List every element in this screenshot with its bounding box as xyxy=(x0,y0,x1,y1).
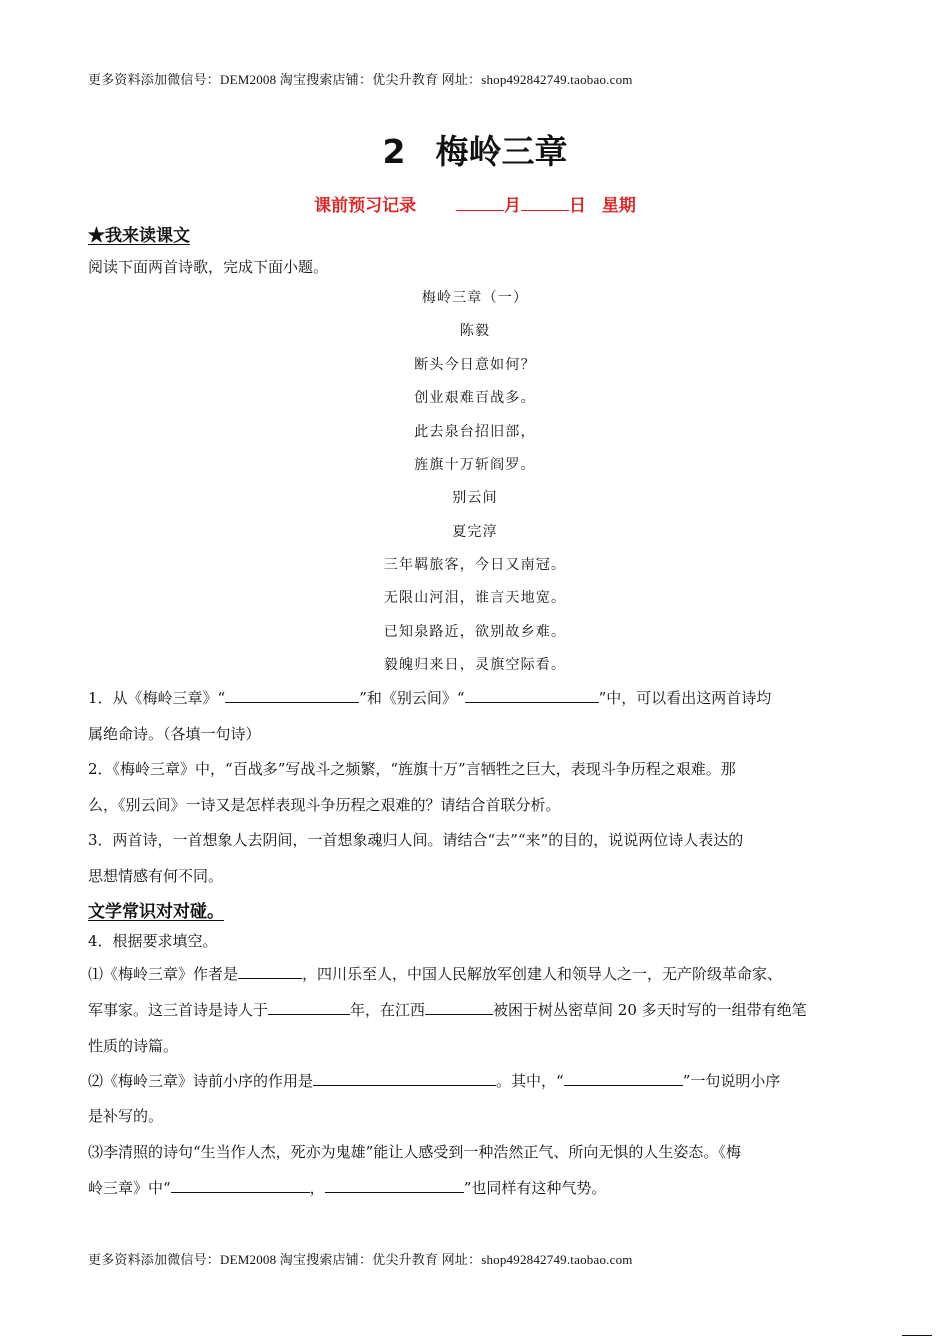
page-title xyxy=(0,126,950,173)
question-3: 3．两首诗，一首想象人去阴间，一首想象魂归人间。请结合“去”“来”的目的，说说两位诗人表达的 xyxy=(88,831,744,849)
day-label: 日 xyxy=(569,196,586,216)
section-heading-read: ★我来读课文 xyxy=(88,226,190,246)
poem-line: 已知泉路近，欲别故乡难。 xyxy=(383,624,567,640)
month-blank[interactable] xyxy=(456,194,504,211)
answer-blank[interactable] xyxy=(425,1000,493,1015)
weekday-label: 星期 xyxy=(601,196,636,216)
poem1-author: 陈毅 xyxy=(459,323,491,339)
poem2-title: 别云间 xyxy=(452,490,498,506)
answer-blank[interactable] xyxy=(325,1178,464,1193)
question-4-3: ⑶李清照的诗句“生当作人杰，死亦为鬼雄”能让人感受到一种浩然正气、所向无惧的人生姿态。《梅 xyxy=(88,1143,741,1161)
answer-blank[interactable] xyxy=(225,688,359,703)
poem2-author: 夏完淳 xyxy=(452,524,498,540)
answer-blank[interactable] xyxy=(268,1000,350,1015)
month-label: 月 xyxy=(504,196,521,216)
header-banner: 更多资料添加微信号：DEM2008 淘宝搜索店铺：优尖升教育 网址：shop492842749.taobao.com xyxy=(88,72,633,87)
preview-record xyxy=(0,191,950,216)
page-corner-mark xyxy=(902,1335,932,1336)
answer-blank[interactable] xyxy=(238,964,302,979)
question-2-cont: 么，《别云间》一诗又是怎样表现斗争历程之艰难的？请结合首联分析。 xyxy=(88,796,561,814)
poem-line: 三年羁旅客，今日又南冠。 xyxy=(383,557,567,573)
poem-line: 旌旗十万斩阎罗。 xyxy=(414,457,536,473)
question-1: 1．从《梅岭三章》“ ”和《别云间》“ ”中，可以看出这两首诗均 xyxy=(88,689,772,707)
poem-line: 此去泉台招旧部， xyxy=(414,424,536,440)
question-2: 2．《梅岭三章》中，“百战多”写战斗之频繁，“旌旗十万”言牺牲之巨大，表现斗争历程之艰难。那 xyxy=(88,760,736,778)
poem-line: 无限山河泪，谁言天地宽。 xyxy=(383,590,567,606)
day-blank[interactable] xyxy=(521,194,569,211)
preview-label: 课前预习记录 xyxy=(314,196,417,216)
answer-blank[interactable] xyxy=(313,1071,496,1086)
question-4-2-cont: 是补写的。 xyxy=(88,1107,164,1125)
footer-banner: 更多资料添加微信号：DEM2008 淘宝搜索店铺：优尖升教育 网址：shop492842749.taobao.com xyxy=(88,1252,633,1267)
poem1-title: 梅岭三章（一） xyxy=(421,290,529,306)
answer-blank[interactable] xyxy=(465,688,599,703)
answer-blank[interactable] xyxy=(171,1178,310,1193)
section-heading-literature: 文学常识对对碰。 xyxy=(88,902,224,922)
question-4-1: ⑴《梅岭三章》作者是 ，四川乐至人，中国人民解放军创建人和领导人之一，无产阶级革命家、 xyxy=(88,965,783,983)
question-3-cont: 思想情感有何不同。 xyxy=(88,867,224,885)
question-4-2: ⑵《梅岭三章》诗前小序的作用是 。其中，“ ”一句说明小序 xyxy=(88,1072,781,1090)
question-4-intro: 4．根据要求填空。 xyxy=(88,932,218,950)
question-1-cont: 属绝命诗。（各填一句诗） xyxy=(88,725,261,743)
poem-line: 断头今日意如何？ xyxy=(414,357,536,373)
reading-intro: 阅读下面两首诗歌，完成下面小题。 xyxy=(88,258,329,276)
question-4-3-cont: 岭三章》中“ ， ”也同样有这种气势。 xyxy=(88,1179,607,1197)
poem-line: 毅魄归来日，灵旗空际看。 xyxy=(383,657,567,673)
lesson-number: 2 xyxy=(382,132,406,171)
lesson-title: 梅岭三章 xyxy=(435,132,568,171)
question-4-1-end: 性质的诗篇。 xyxy=(88,1037,179,1055)
answer-blank[interactable] xyxy=(564,1071,683,1086)
poem-line: 创业艰难百战多。 xyxy=(414,390,536,406)
question-4-1-cont: 军事家。这三首诗是诗人于 年，在江西 被困于树丛密草间 20 多天时写的一组带有绝笔 xyxy=(88,1001,807,1019)
